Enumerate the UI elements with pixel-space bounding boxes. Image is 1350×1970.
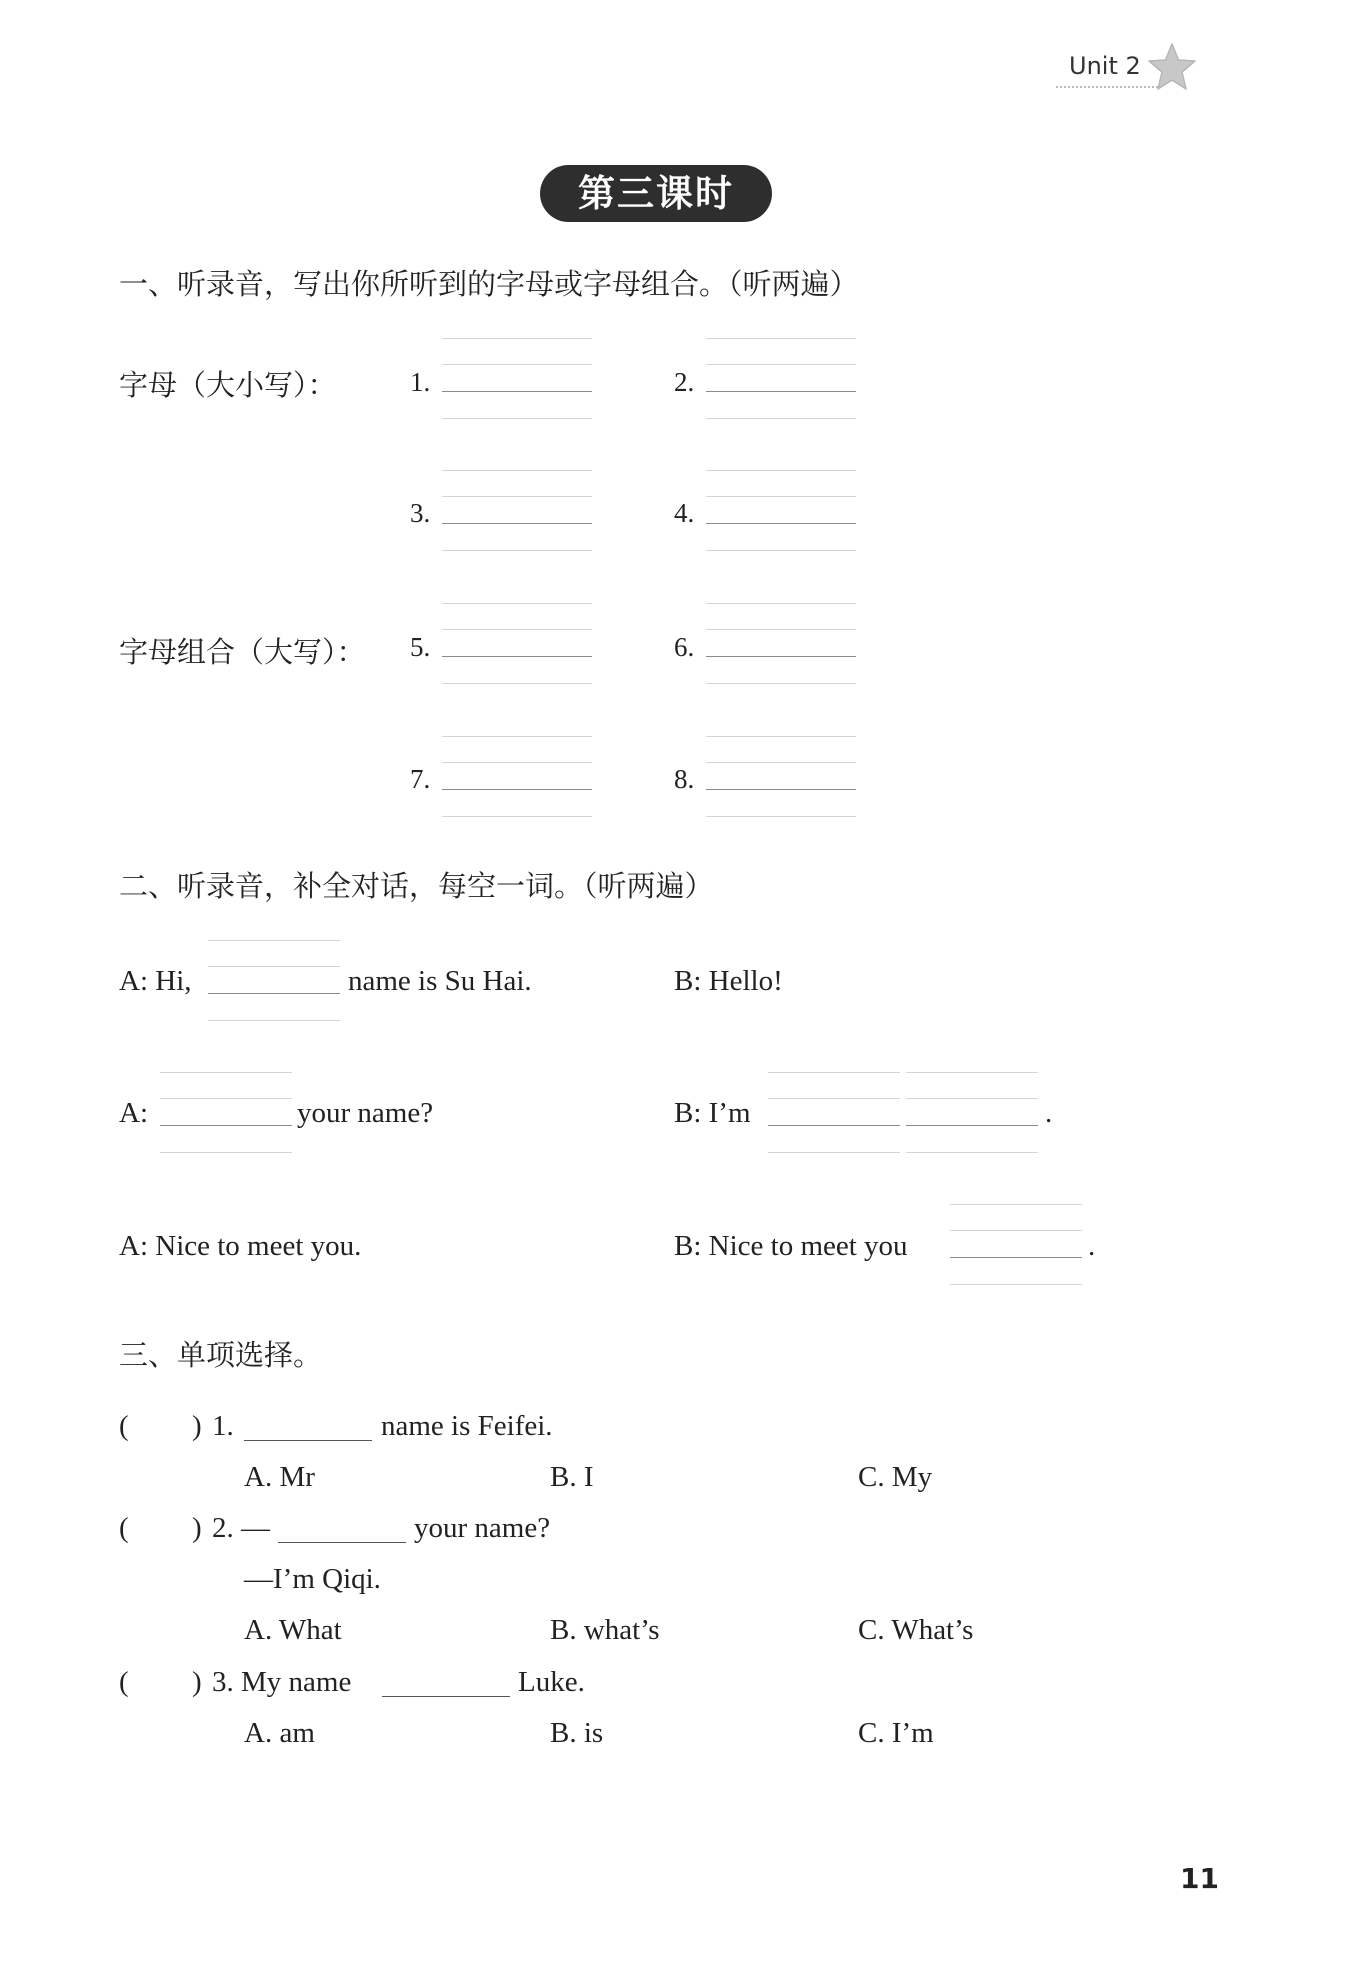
label-letters: 字母（大小写）： bbox=[119, 368, 337, 402]
dialogue-b2-start: B: I’m bbox=[674, 1097, 751, 1129]
item-number: 5. bbox=[410, 632, 431, 662]
item-number: 6. bbox=[674, 632, 695, 662]
section3-title: 三、单项选择。 bbox=[119, 1338, 323, 1372]
page-number: 11 bbox=[1180, 1862, 1219, 1895]
writing-grid[interactable] bbox=[442, 338, 592, 418]
item-number: 4. bbox=[674, 498, 695, 528]
dialogue-blank[interactable] bbox=[768, 1072, 900, 1152]
dialogue-blank[interactable] bbox=[906, 1072, 1038, 1152]
label-letter-combos: 字母组合（大写）： bbox=[119, 635, 366, 669]
item-number: 3. bbox=[410, 498, 431, 528]
writing-grid[interactable] bbox=[706, 736, 856, 816]
writing-grid[interactable] bbox=[442, 736, 592, 816]
option-c: C. I’m bbox=[858, 1717, 934, 1749]
option-a: A. am bbox=[244, 1717, 315, 1749]
question-blank[interactable] bbox=[382, 1696, 510, 1697]
dialogue-a1-end: name is Su Hai. bbox=[348, 965, 532, 997]
option-c: C. What’s bbox=[858, 1614, 974, 1646]
writing-grid[interactable] bbox=[706, 338, 856, 418]
dialogue-a2-end: your name? bbox=[297, 1097, 434, 1129]
dialogue-b3-end: . bbox=[1088, 1230, 1096, 1262]
question-blank[interactable] bbox=[244, 1440, 372, 1441]
dialogue-a3: A: Nice to meet you. bbox=[119, 1230, 362, 1262]
writing-grid[interactable] bbox=[442, 603, 592, 683]
writing-grid[interactable] bbox=[706, 603, 856, 683]
question-1-number: 1. bbox=[212, 1410, 234, 1442]
lesson-title: 第三课时 bbox=[540, 165, 772, 222]
unit-label: Unit 2 bbox=[1069, 52, 1141, 80]
question-1-text: name is Feifei. bbox=[381, 1410, 553, 1442]
option-b: B. I bbox=[550, 1461, 594, 1493]
item-number: 8. bbox=[674, 764, 695, 794]
star-icon bbox=[1144, 40, 1200, 96]
dialogue-a1-start: A: Hi, bbox=[119, 965, 192, 997]
dialogue-blank[interactable] bbox=[208, 940, 340, 1020]
answer-paren-open: ( bbox=[119, 1512, 129, 1544]
dialogue-b3-start: B: Nice to meet you bbox=[674, 1230, 908, 1262]
answer-paren-open: ( bbox=[119, 1410, 129, 1442]
option-c: C. My bbox=[858, 1461, 933, 1493]
section1-title: 一、听录音，写出你所听到的字母或字母组合。（听两遍） bbox=[119, 267, 859, 301]
section2-title: 二、听录音，补全对话，每空一词。（听两遍） bbox=[119, 869, 714, 903]
question-2-number: 2. — bbox=[212, 1512, 270, 1544]
option-b: B. what’s bbox=[550, 1614, 660, 1646]
answer-paren-close: ) bbox=[192, 1512, 202, 1544]
item-number: 1. bbox=[410, 367, 431, 397]
dialogue-b1: B: Hello! bbox=[674, 965, 783, 997]
dialogue-blank[interactable] bbox=[950, 1204, 1082, 1284]
question-2-answer-line: —I’m Qiqi. bbox=[244, 1563, 381, 1595]
dialogue-a2-start: A: bbox=[119, 1097, 148, 1129]
option-a: A. What bbox=[244, 1614, 342, 1646]
question-2-text: your name? bbox=[414, 1512, 551, 1544]
dialogue-b2-end: . bbox=[1045, 1097, 1053, 1129]
unit-divider bbox=[1056, 86, 1158, 88]
question-3-text: Luke. bbox=[518, 1666, 585, 1698]
answer-paren-open: ( bbox=[119, 1666, 129, 1698]
item-number: 2. bbox=[674, 367, 695, 397]
answer-paren-close: ) bbox=[192, 1410, 202, 1442]
question-blank[interactable] bbox=[278, 1542, 406, 1543]
option-a: A. Mr bbox=[244, 1461, 315, 1493]
writing-grid[interactable] bbox=[706, 470, 856, 550]
question-3-number: 3. My name bbox=[212, 1666, 352, 1698]
item-number: 7. bbox=[410, 764, 431, 794]
writing-grid[interactable] bbox=[442, 470, 592, 550]
dialogue-blank[interactable] bbox=[160, 1072, 292, 1152]
option-b: B. is bbox=[550, 1717, 604, 1749]
answer-paren-close: ) bbox=[192, 1666, 202, 1698]
